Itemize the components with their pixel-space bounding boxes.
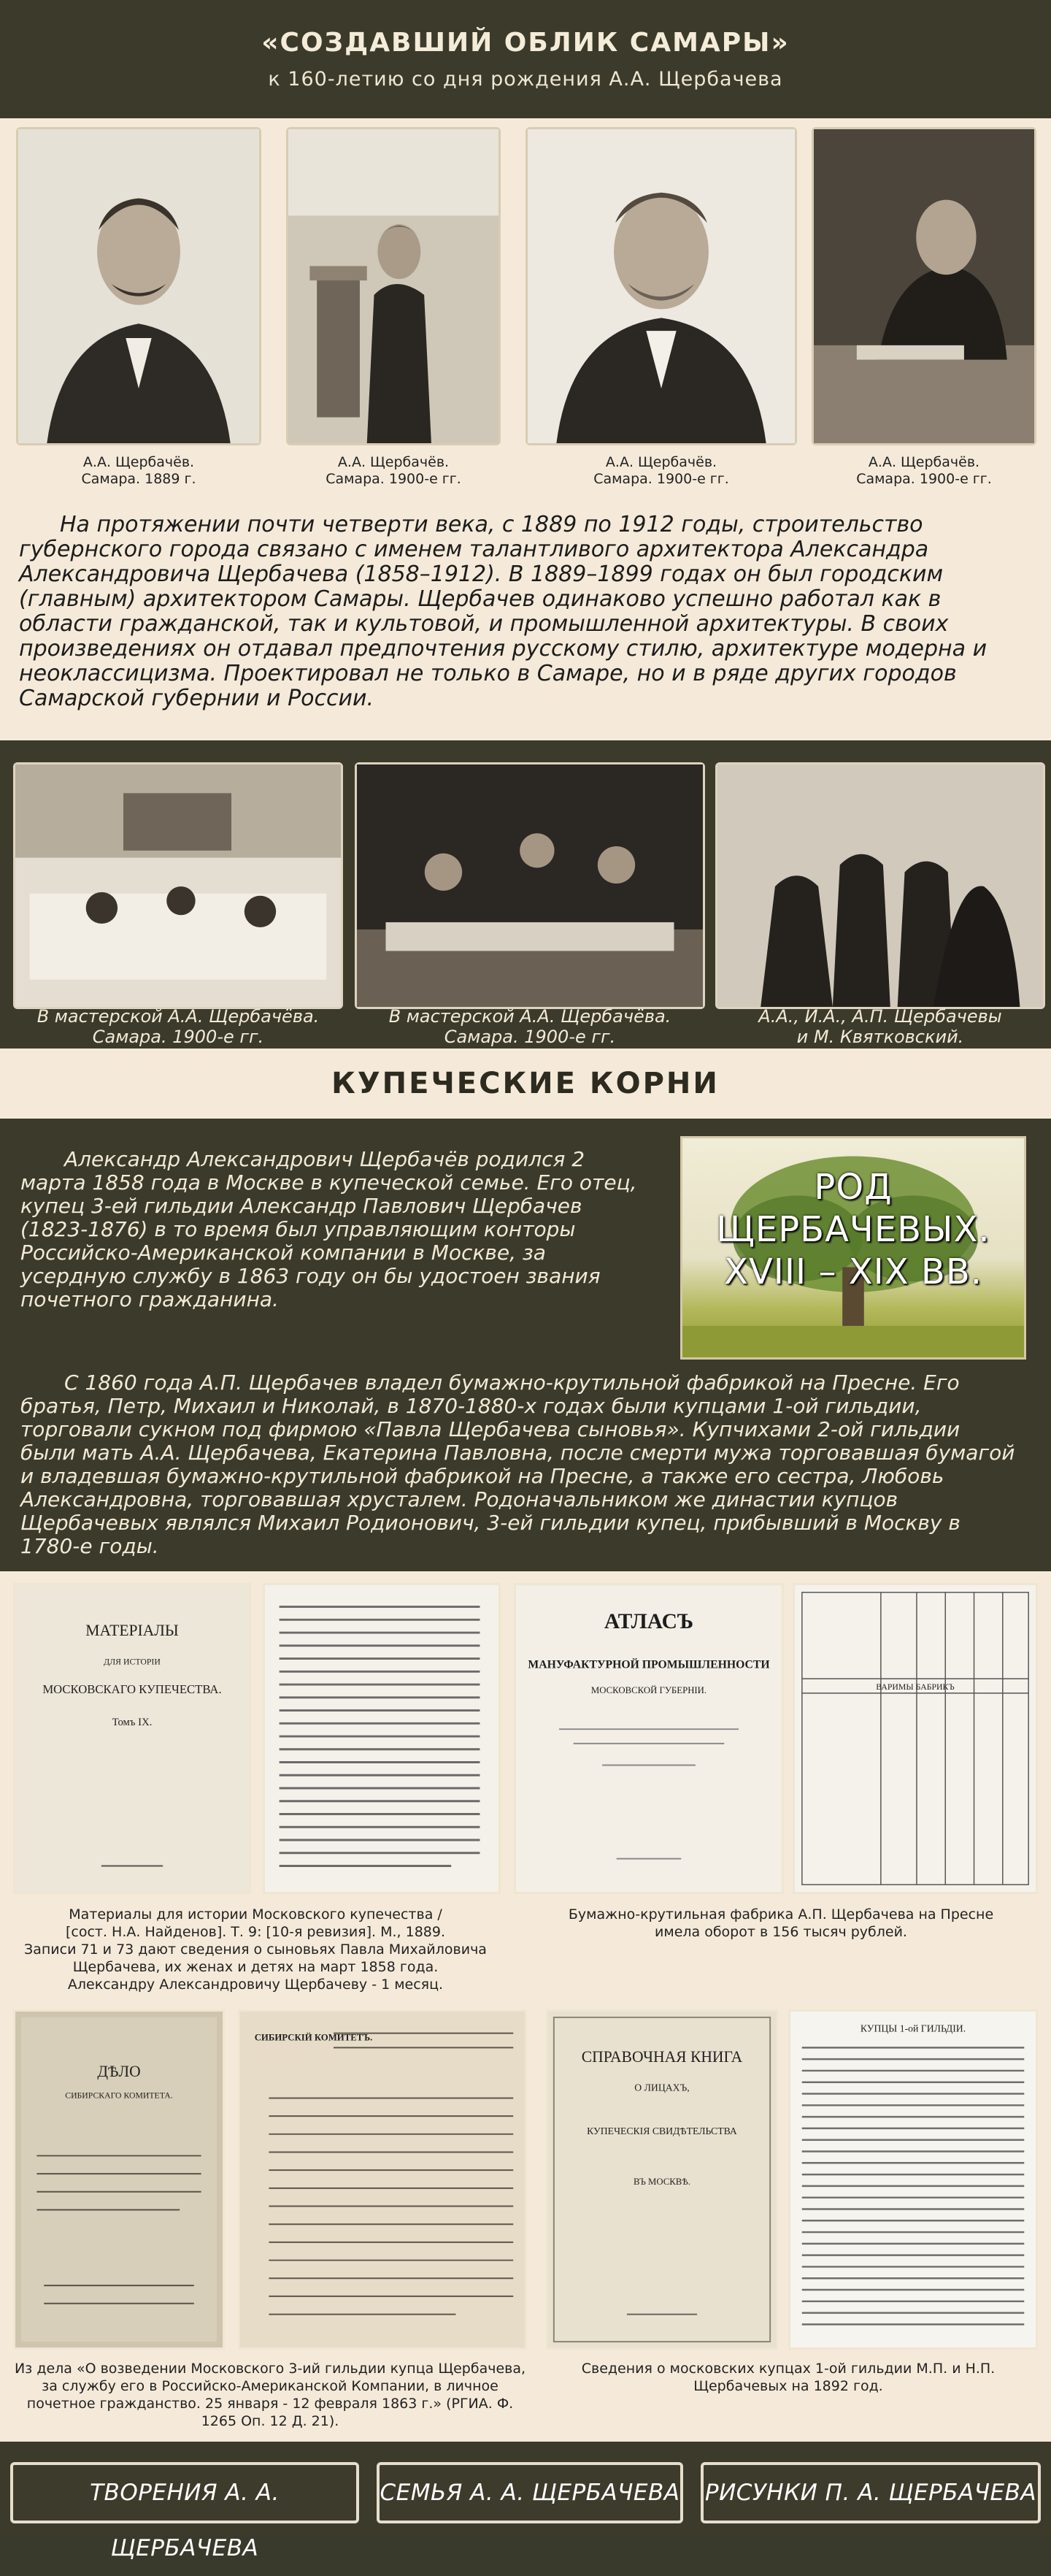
portrait-caption-1: [16, 454, 261, 488]
doc-reference-book: [546, 2009, 778, 2350]
doc1-sub: ДЛЯ ИСТОРІИ: [104, 1656, 161, 1667]
caption-line: Материалы для истории Московского купечества /: [69, 1906, 442, 1923]
page-subtitle: к 160-летию со дня рождения А.А. Щербачева: [268, 68, 783, 91]
doc1-vol: Томъ IX.: [112, 1717, 153, 1729]
page-header: [0, 0, 1051, 118]
family-photo: [715, 762, 1045, 1009]
text-lines-icon: [280, 1607, 480, 1866]
workshops-section: [0, 740, 1051, 1049]
creations-link-button[interactable]: ТВОРЕНИЯ А. А. ЩЕРБАЧЕВА: [10, 2462, 359, 2523]
intro-paragraph: На протяжении почти четверти века, с 1889 по 1912 годы, строительство губернского города связано с именем талантливого архитектора Александра Александровича Щербачева (1858–1912). В 1889–1899 годах он был городским (главным) архитектором Самары. Щербачев одинаково успешно работал как в области гражданской, так и культовой, и промышленной архитектуры. В своих произведениях он отдавал предпочтения русскому стилю, архитектуре модерна и неоклассицизма. Проектировал не только в Самаре, но и в ряде других городов Самарской губернии и России.: [19, 512, 988, 711]
doc4-header: ВАРИМЫ БАБРИКЪ: [876, 1681, 955, 1692]
caption-line: имела оборот в 156 тысяч рублей.: [655, 1924, 907, 1940]
doc7-city: ВЪ МОСКВѢ.: [634, 2176, 690, 2187]
caption-line: А.А., И.А., А.П. Щербачевы: [758, 1006, 1002, 1027]
caption-line: Записи 71 и 73 дают сведения о сыновьях Павла Михайловича: [24, 1941, 487, 1958]
page-title: «СОЗДАВШИЙ ОБЛИК САМАРЫ»: [261, 28, 790, 58]
portrait-caption-3: [526, 454, 797, 488]
documents-section: [0, 1571, 1051, 2442]
caption-line: Щербачева, их женах и детях на март 1858 года.: [72, 1959, 439, 1975]
doc3-main: МАНУФАКТУРНОЙ ПРОМЫШЛЕННОСТИ: [528, 1658, 770, 1671]
caption-line: Самара. 1900-е гг.: [593, 471, 729, 487]
caption-line: за службу его в Российско-Американской Компании, в личное: [42, 2378, 498, 2394]
caption-line: А.А. Щербачёв.: [605, 454, 717, 470]
doc-caption-2: [540, 1906, 1022, 1941]
doc-factory-table: [793, 1583, 1038, 1894]
caption-line: Самара. 1900-е гг.: [856, 471, 992, 487]
caption-line: [сост. Н.А. Найденов]. Т. 9: [10-я ревизия]. М., 1889.: [65, 1924, 446, 1940]
tree-caption: [682, 1166, 1024, 1293]
doc1-main: МОСКОВСКАГО КУПЕЧЕСТВА.: [42, 1682, 222, 1696]
portrait-photo-seated: [812, 127, 1036, 445]
workshop-caption-2: [355, 1006, 705, 1047]
doc-caption-1: [7, 1906, 504, 1993]
family-tree-image: [680, 1136, 1026, 1360]
caption-line: А.А. Щербачёв.: [868, 454, 980, 470]
section-title: КУПЕЧЕСКИЕ КОРНИ: [331, 1067, 720, 1100]
doc5-sub: СИБИРСКАГО КОМИТЕТА.: [65, 2090, 173, 2101]
caption-line: 1265 Оп. 12 Д. 21).: [201, 2413, 339, 2429]
caption-line: А.А. Щербачёв.: [337, 454, 450, 470]
doc3-title: АТЛАСЪ: [604, 1610, 694, 1634]
family-link-button[interactable]: СЕМЬЯ А. А. ЩЕРБАЧЕВА: [377, 2462, 683, 2523]
workshop-caption-1: [13, 1006, 343, 1047]
doc1-title: МАТЕРІАЛЫ: [85, 1621, 179, 1640]
doc-siberian-case: [13, 2009, 225, 2350]
doc-siberian-page: [238, 2009, 527, 2350]
intro-section: [0, 505, 1051, 740]
workshop-photo-1: [13, 762, 343, 1009]
caption-line: Самара. 1900-е гг.: [444, 1027, 616, 1047]
caption-line: Щербачевых на 1892 год.: [693, 2378, 883, 2394]
caption-line: Самара. 1889 г.: [81, 471, 196, 487]
caption-line: В мастерской А.А. Щербачёва.: [388, 1006, 671, 1027]
doc3-sub: МОСКОВСКОЙ ГУБЕРНІИ.: [590, 1684, 707, 1695]
caption-line: и М. Квятковский.: [796, 1027, 964, 1047]
caption-line: Самара. 1900-е гг.: [326, 471, 461, 487]
workshop-photo-2: [355, 762, 705, 1009]
portrait-photo-1889: [16, 127, 261, 445]
tree-line: XVIII – XIX ВВ.: [724, 1251, 982, 1292]
family-caption: [715, 1006, 1045, 1047]
portrait-caption-2: [286, 454, 501, 488]
footer-nav: [0, 2442, 1051, 2561]
doc-caption-3: [7, 2360, 533, 2430]
portrait-photo-standing: [286, 127, 501, 445]
doc8-header: КУПЦЫ 1-ой ГИЛЬДІИ.: [860, 2023, 966, 2034]
caption-line: Из дела «О возведении Московского 3-ий гильдии купца Щербачева,: [14, 2361, 526, 2377]
doc7-title: СПРАВОЧНАЯ КНИГА: [581, 2048, 743, 2066]
drawings-link-button[interactable]: РИСУНКИ П. А. ЩЕРБАЧЕВА: [701, 2462, 1041, 2523]
doc-materials-cover: [13, 1583, 251, 1894]
caption-line: Бумажно-крутильная фабрика А.П. Щербачева на Пресне: [568, 1906, 994, 1923]
doc-caption-4: [540, 2360, 1036, 2395]
doc-materials-page: [263, 1583, 501, 1894]
caption-line: почетное гражданство. 25 января - 12 февраля 1863 г.» (РГИА. Ф.: [26, 2396, 514, 2412]
portraits-section: [0, 118, 1051, 505]
roots-paragraph-1: Александр Александрович Щербачёв родился 2 марта 1858 года в Москве в купеческой семье. Его отец, купец 3-ей гильдии Александр Павлович Щербачев (1823-1876) в то время был управляющим конторы Российско-Американской компании в Москве, за усердную службу в 1863 году он бы удостоен звания почетного гражданина.: [20, 1147, 637, 1311]
portrait-caption-4: [812, 454, 1036, 488]
roots-title-band: [0, 1049, 1051, 1119]
portrait-photo-suit: [526, 127, 797, 445]
tree-line: РОД: [814, 1167, 893, 1208]
roots-section: [0, 1119, 1051, 1571]
caption-line: Самара. 1900-е гг.: [92, 1027, 264, 1047]
doc6-header: СИБИРСКІЙ КОМИТЕТЪ.: [254, 2032, 373, 2043]
caption-line: Сведения о московских купцах 1-ой гильдии М.П. и Н.П.: [581, 2361, 996, 2377]
doc5-title: ДѢЛО: [97, 2062, 141, 2080]
doc7-sub: О ЛИЦАХЪ,: [634, 2082, 690, 2093]
doc-atlas-cover: [514, 1583, 784, 1894]
caption-line: А.А. Щербачёв.: [82, 454, 195, 470]
caption-line: В мастерской А.А. Щербачёва.: [36, 1006, 320, 1027]
caption-line: Александру Александровичу Щербачеву - 1 месяц.: [67, 1977, 444, 1993]
tree-line: ЩЕРБАЧЕВЫХ.: [716, 1209, 990, 1250]
doc-merchants-list: [788, 2009, 1038, 2350]
roots-paragraph-2: С 1860 года А.П. Щербачев владел бумажно-крутильной фабрикой на Пресне. Его братья, Петр, Михаил и Николай, в 1870-1880-х годах были купцами 1-ой гильдии, торговали сукном под фирмою «Павла Щербачева сыновья». Купчихами 2-ой гильдии были мать А.А. Щербачева, Екатерина Павловна, после смерти мужа торговавшая бумагой и владевшая бумажно-крутильной фабрикой на Пресне, а также его сестра, Любовь Александровна, торговавшая хрусталем. Родоначальником же династии купцов Щербачевых являлся Михаил Родионович, 3-ей гильдии купец, прибывший в Москву в 1780-е годы.: [20, 1371, 1015, 1558]
doc7-main: КУПЕЧЕСКІЯ СВИДѢТЕЛЬСТВА: [587, 2125, 737, 2136]
